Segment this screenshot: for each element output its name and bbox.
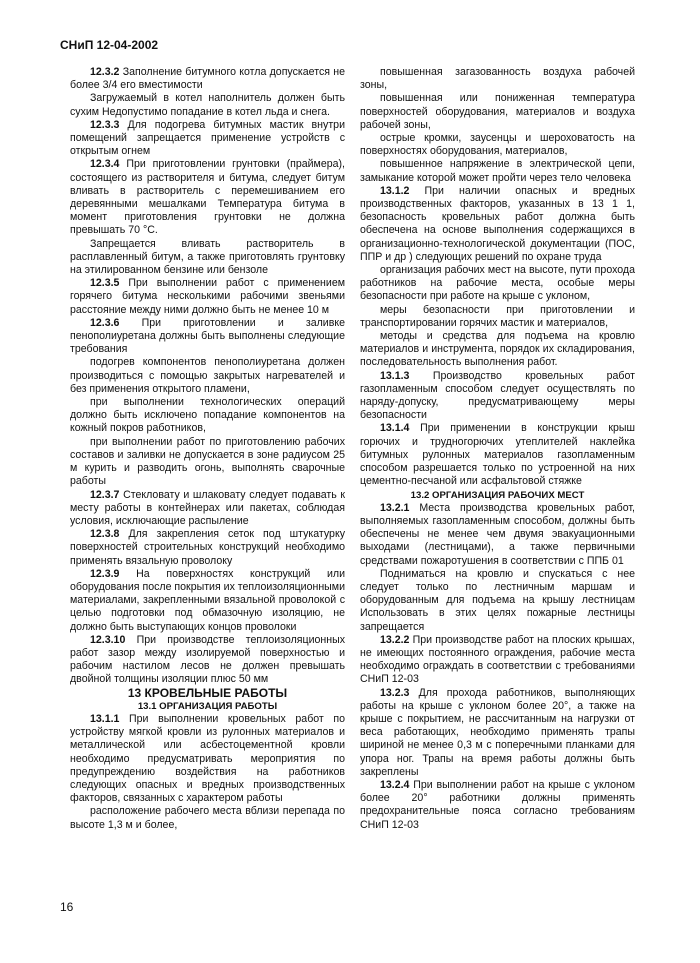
clause-number: 12.3.10 xyxy=(90,633,126,646)
paragraph xyxy=(70,528,345,568)
paragraph xyxy=(360,92,635,132)
paragraph-text: При наличии опасных и вредных производственных факторов, указанных в 13 1 1, безопасность кровельных работ должна быть обеспечена на основе выполнения содержащихся в организационно-технологической документации (ПОС, ППР и др ) следующих решений по охране труда xyxy=(360,184,635,263)
paragraph xyxy=(360,66,635,92)
paragraph-text: организация рабочих мест на высоте, пути прохода работников на рабочие места, особые меры безопасности при работе на крыше с уклоном, xyxy=(360,264,635,303)
clause-number: 12.3.6 xyxy=(90,316,120,329)
paragraph-text: при выполнении технологических операций должно быть исключено попадание компонентов на кожный покров работников, xyxy=(70,396,345,435)
paragraph-text: повышенная или пониженная температура поверхностей оборудования, материалов и воздуха рабочей зоны, xyxy=(360,92,635,131)
paragraph xyxy=(360,264,635,304)
paragraph-text: Заполнение битумного котла допускается не более 3/4 его вместимости xyxy=(70,66,345,92)
subsection-heading: 13.2 ОРГАНИЗАЦИЯ РАБОЧИХ МЕСТ xyxy=(410,489,585,501)
paragraph xyxy=(360,687,635,779)
paragraph-text: Места производства кровельных работ, выполняемых газопламенным способом, должны быть обеспечены не менее чем двумя эвакуационными выходами (лестницами), а также первичными средствами пожаротушения в соответствии с ППБ 01 xyxy=(360,501,635,567)
paragraph-text: повышенное напряжение в электрической цепи, замыкание которой может пройти через тело человека xyxy=(360,158,635,184)
left-column xyxy=(70,66,345,832)
clause-number: 13.2.2 xyxy=(380,633,410,646)
clause-number: 12.3.7 xyxy=(90,488,120,501)
clause-number: 13.2.4 xyxy=(380,778,410,791)
paragraph xyxy=(70,119,345,159)
paragraph-text: Для подогрева битумных мастик внутри помещений запрещается применение устройств с открытым огнем xyxy=(70,118,345,158)
paragraph-text: методы и средства для подъема на кровлю материалов и инструмента, порядок их складирования, последовательность выполнения работ. xyxy=(360,330,635,369)
paragraph xyxy=(360,132,635,158)
paragraph xyxy=(70,356,345,396)
paragraph-text: При выполнении работ с применением горячего битума несколькими рабочими звеньями расстояние между ними должно быть не менее 10 м xyxy=(70,277,345,316)
clause-number: 12.3.2 xyxy=(90,66,120,78)
clause-number: 12.3.3 xyxy=(90,118,120,131)
clause-number: 12.3.4 xyxy=(90,158,120,171)
page-header: СНиП 12-04-2002 xyxy=(60,38,159,52)
paragraph-text: Для закрепления сеток под штукатурку поверхностей строительных конструкций необходимо применять вязальную проволоку xyxy=(70,528,345,567)
paragraph-text: Стекловату и шлаковату следует подавать к месту работы в контейнерах или пакетах, соблюдая условия, исключающие распыление xyxy=(70,488,345,527)
paragraph xyxy=(70,317,345,357)
paragraph-text: При приготовлении грунтовки (праймера), состоящего из растворителя и битума, следует битум вливать в растворитель с перемешиванием его деревянными мешалками Температура битума в момент приготовления грунтовки не должна превышать 70 °С. xyxy=(70,158,345,237)
paragraph xyxy=(70,634,345,687)
paragraph-text: Загружаемый в котел наполнитель должен быть сухим Недопустимо попадание в котел льда и снега. xyxy=(70,92,345,118)
paragraph xyxy=(70,436,345,489)
paragraph xyxy=(70,489,345,529)
paragraph xyxy=(70,568,345,634)
paragraph xyxy=(70,805,345,831)
clause-number: 13.1.4 xyxy=(380,422,410,435)
paragraph-text: Подниматься на кровлю и спускаться с нее следует только по лестничным маршам и оборудованным для подъема на крышу лестницам Использовать в этих целях пожарные лестницы запрещается xyxy=(360,567,635,633)
clause-number: 13.1.2 xyxy=(380,184,410,197)
paragraph xyxy=(360,779,635,832)
paragraph-text: подогрев компонентов пенополиуретана должен производиться с помощью закрытых нагревателей и без применения открытого пламени, xyxy=(70,356,345,395)
paragraph xyxy=(70,396,345,436)
right-column xyxy=(360,66,635,832)
page-number: 16 xyxy=(60,900,74,914)
clause-number: 12.3.5 xyxy=(90,277,120,290)
paragraph-text: При приготовлении и заливке пенополиуретана должны быть выполнены следующие требования xyxy=(70,316,345,356)
paragraph xyxy=(360,502,635,568)
paragraph-text: При производстве теплоизоляционных работ зазор между изолируемой поверхностью и рабочим настилом лесов не должен превышать двойной толщины изоляции плюс 50 мм xyxy=(70,633,345,686)
paragraph xyxy=(70,713,345,805)
paragraph-text: острые кромки, заусенцы и шероховатость на поверхностях оборудования, материалов, xyxy=(360,132,635,158)
paragraph xyxy=(360,304,635,330)
paragraph-text: при выполнении работ по приготовлению рабочих составов и заливки не допускается в зоне радиусом 25 м курить и разводить огонь, выполнять сварочные работы xyxy=(70,435,345,488)
paragraph xyxy=(360,370,635,423)
paragraph-text: При производстве работ на плоских крышах, не имеющих постоянного ограждения, рабочие места необходимо ограждать в соответствии с требованиями СНиП 12-03 xyxy=(360,633,635,686)
paragraph xyxy=(360,422,635,488)
paragraph xyxy=(360,185,635,264)
paragraph xyxy=(70,158,345,237)
paragraph-text: Запрещается вливать растворитель в расплавленный битум, а также приготовлять грунтовку на этилированном бензине или бензоле xyxy=(70,237,345,277)
paragraph xyxy=(360,158,635,184)
paragraph-text: Производство кровельных работ газопламенным способом следует осуществлять по наряду-допуску, предусматривающему меры безопасности xyxy=(360,369,635,422)
clause-number: 12.3.9 xyxy=(90,567,120,580)
paragraph xyxy=(70,238,345,278)
paragraph-text: расположение рабочего места вблизи перепада по высоте 1,3 м и более, xyxy=(70,805,345,831)
clause-number: 13.2.3 xyxy=(380,686,410,699)
paragraph xyxy=(360,330,635,370)
clause-number: 12.3.8 xyxy=(90,528,120,541)
paragraph-text: повышенная загазованность воздуха рабочей зоны, xyxy=(360,66,635,92)
section-heading: 13 КРОВЕЛЬНЫЕ РАБОТЫ xyxy=(127,685,288,700)
clause-number: 13.1.1 xyxy=(90,712,120,725)
clause-number: 13.1.3 xyxy=(380,369,410,382)
paragraph-text: При выполнении кровельных работ по устройству мягкой кровли из рулонных материалов и металлической или асбестоцементной кровли необходимо предусматривать мероприятия по предупреждению воздействия на работников следующих опасных и вредных производственных факторов, связанных с характером работы xyxy=(70,712,345,805)
paragraph xyxy=(70,92,345,118)
subsection-heading: 13.1 ОРГАНИЗАЦИЯ РАБОТЫ xyxy=(137,700,278,712)
paragraph-text: На поверхностях конструкций или оборудования после покрытия их теплоизоляционными материалами, закрепленными вязальной проволокой с целью подготовки под обмазочную изоляцию, не должно быть выступающих концов проволоки xyxy=(70,567,345,633)
paragraph-text: меры безопасности при приготовлении и транспортировании горячих мастик и материалов, xyxy=(360,303,635,329)
paragraph xyxy=(360,568,635,634)
paragraph-text: При выполнении работ на крыше с уклоном более 20° работники должны применять предохранительные пояса согласно требованиям СНиП 12-03 xyxy=(360,778,635,831)
paragraph xyxy=(360,634,635,687)
clause-number: 13.2.1 xyxy=(380,501,410,514)
paragraph xyxy=(70,66,345,92)
paragraph xyxy=(70,277,345,317)
paragraph-text: Для прохода работников, выполняющих работы на крыше с уклоном более 20°, а также на крыше с покрытием, не рассчитанным на нагрузки от веса работающих, необходимо применять трапы шириной не менее 0,3 м с поперечными планками для упора ног. Трапы на время работы должны быть закреплены xyxy=(360,686,635,778)
paragraph-text: При применении в конструкции крыш горючих и трудногорючих утеплителей наклейка битумных рулонных материалов газопламенным способом разрешается только по устроенной на них цементно-песчаной или асфальтовой стяжке xyxy=(360,422,635,488)
